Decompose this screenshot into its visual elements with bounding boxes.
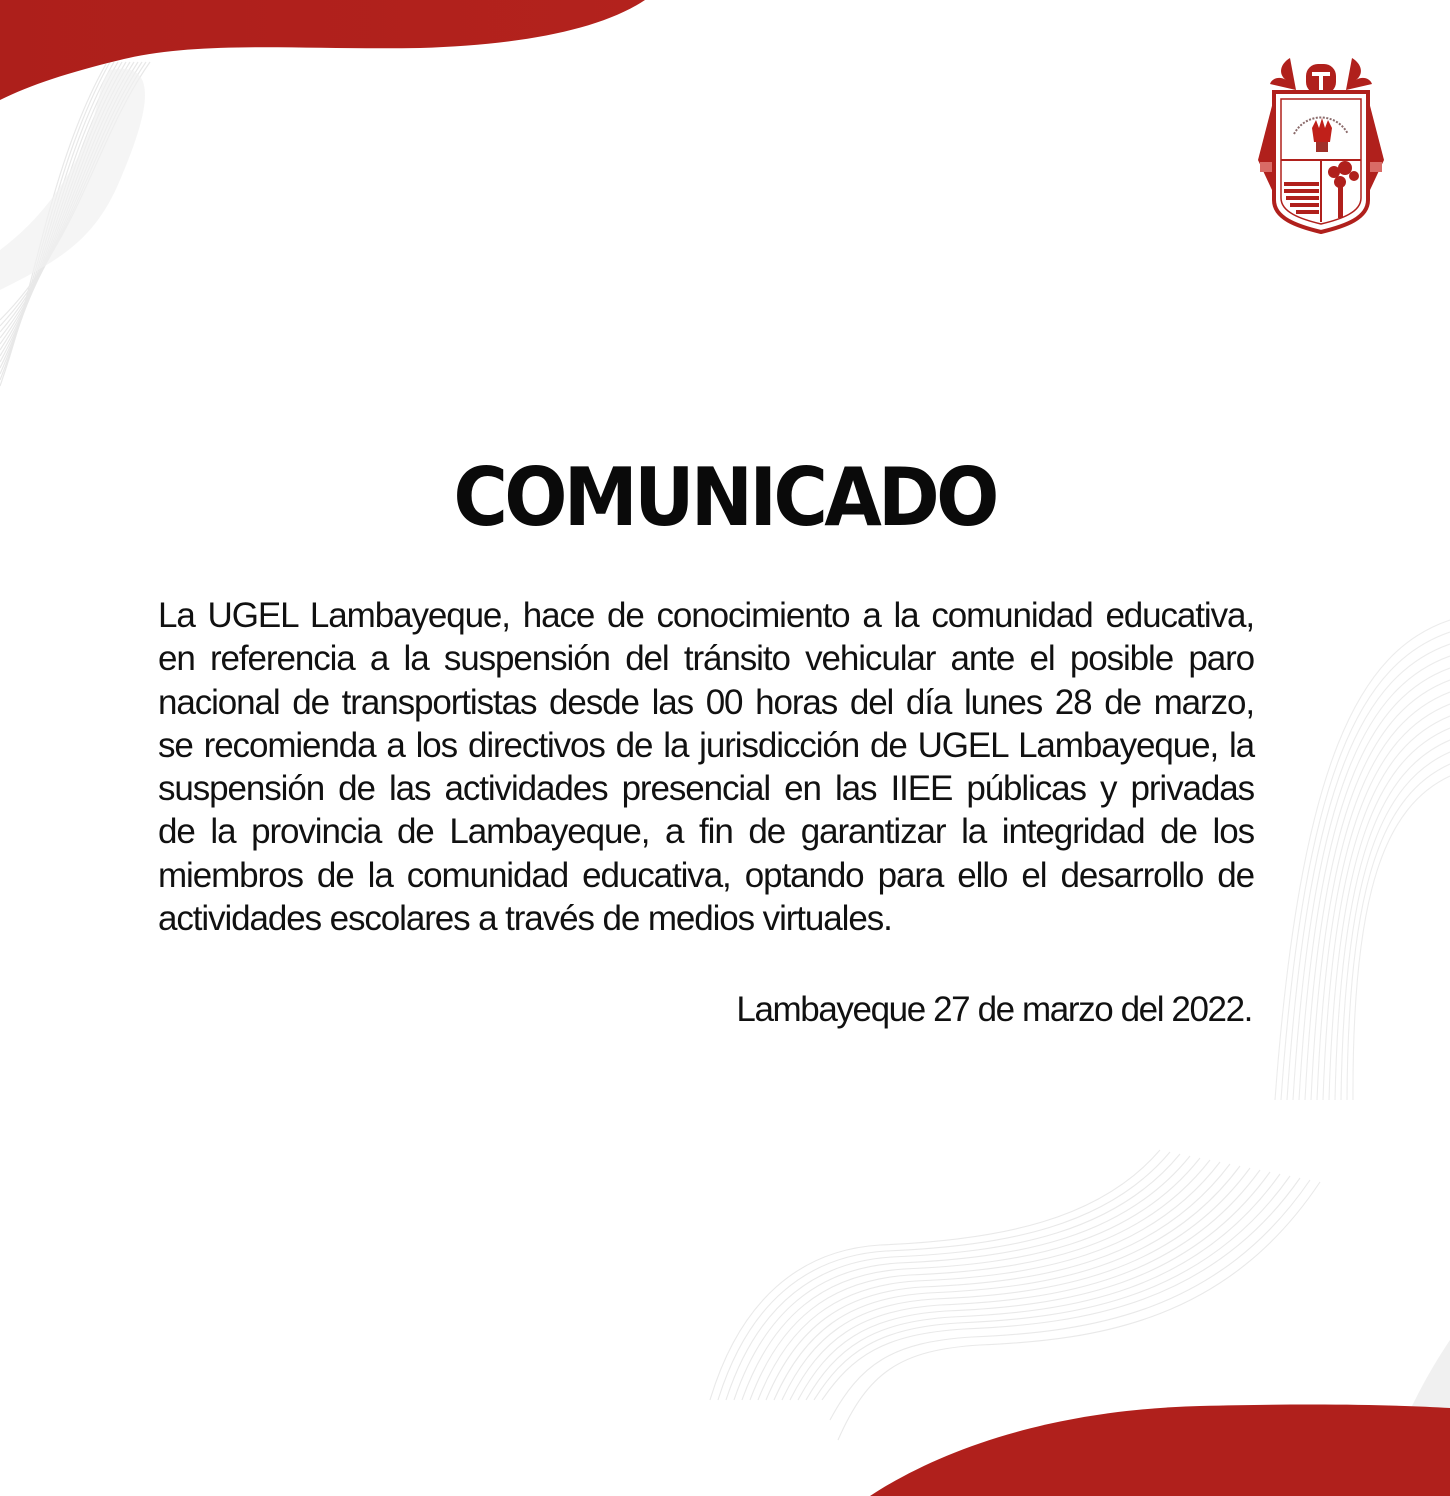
bottom-red-banner [870, 1405, 1450, 1496]
top-red-banner [0, 0, 645, 100]
body-line: suspensión de las actividades presencial en las IIEE públicas y privadas [158, 769, 1254, 809]
body-line: miembros de la comunidad educativa, optando para ello el desarrollo de [158, 855, 1254, 895]
date-line: Lambayeque 27 de marzo del 2022. [736, 990, 1252, 1029]
body-line: de la provincia de Lambayeque, a fin de garantizar la integridad de los [158, 812, 1254, 852]
bottom-wave-lines [710, 1150, 1320, 1440]
body-line: nacional de transportistas desde las 00 horas del día lunes 28 de marzo, [158, 682, 1254, 722]
right-wave-lines [1275, 620, 1450, 1100]
body-line: en referencia a la suspensión del tránsito vehicular ante el posible paro [158, 639, 1254, 679]
body-line: La UGEL Lambayeque, hace de conocimiento a la comunidad educativa, [158, 596, 1254, 635]
body-line: actividades escolares a través de medios virtuales. [158, 899, 892, 939]
body-line: se recomienda a los directivos de la jurisdicción de UGEL Lambayeque, la [158, 725, 1254, 765]
announcement-body [158, 594, 1254, 940]
coat-of-arms-crest-icon [1250, 50, 1392, 235]
page-title: COMUNICADO [453, 451, 996, 544]
